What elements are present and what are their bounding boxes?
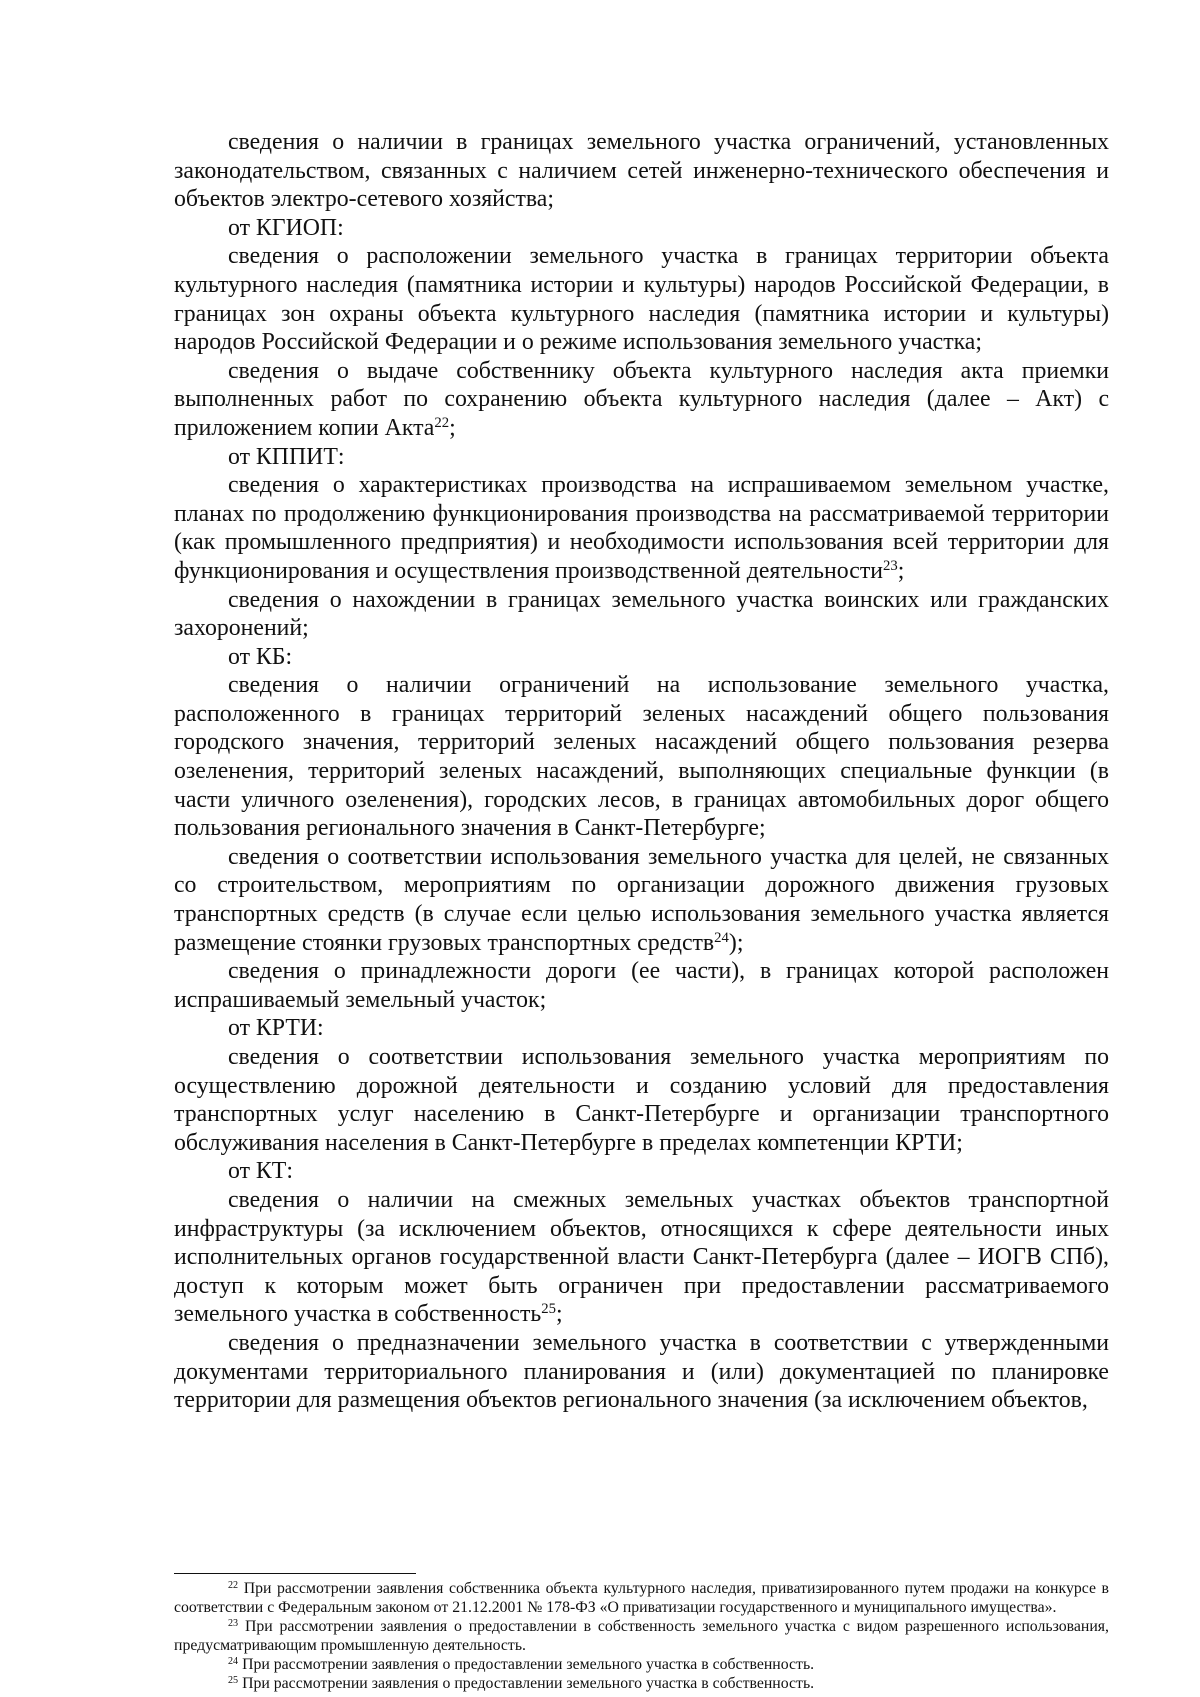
paragraph-source-heading: от КППИТ: — [228, 443, 345, 470]
footnote-ref: 24 — [714, 929, 729, 946]
paragraph: сведения о нахождении в границах земельного участка воинских или гражданских захоронений; — [174, 586, 1109, 642]
paragraph: сведения о соответствии использования земельного участка для целей, не связанных со строительством, мероприятиям по организации дорожного движения грузовых транспортных средств (в случае если целью использования земельного участка является размещение стоянки грузовых транспортных средств$^{24}$); — [174, 843, 1109, 956]
footnote: $^{22}$ При рассмотрении заявления собственника объекта культурного наследия, приватизированного путем продажи на конкурсе в соответствии с Федеральным законом от 21.12.2001 № 178-ФЗ «О приватизации государственного и муниципального имущества». — [174, 1579, 1109, 1616]
footnote-ref: 25 — [541, 1301, 556, 1318]
footnote: $^{25}$ При рассмотрении заявления о предоставлении земельного участка в собственность. — [228, 1674, 815, 1692]
paragraph-source-heading: от КГИОП: — [228, 214, 344, 241]
paragraph-source-heading: от КРТИ: — [228, 1015, 324, 1042]
footnote-ref: 22 — [434, 414, 450, 431]
paragraph: сведения о наличии ограничений на использование земельного участка, расположенного в границах территорий зеленых насаждений общего пользования городского значения, территорий зеленых насаждений общего пользования резерва озеленения, территорий зеленых насаждений, выполняющих специальные функции (в части уличного озеленения), городских лесов, в границах автомобильных дорог общего пользования регионального значения в Санкт-Петербурге; — [174, 672, 1109, 842]
paragraph: сведения о характеристиках производства на испрашиваемом земельном участке, планах по продолжению функционирования производства на рассматриваемой территории (как промышленного предприятия) и необходимости использования всей территории для функционирования и осуществления производственной деятельности$^{23}$; — [174, 472, 1109, 584]
footnote-ref: 23 — [882, 557, 898, 574]
paragraph: сведения о соответствии использования земельного участка мероприятиям по осуществлению дорожной деятельности и созданию условий для предоставления транспортных услуг населению в Санкт-Петербурге и организации транспортного обслуживания населения в Санкт-Петербурге в пределах компетенции КРТИ; — [174, 1044, 1109, 1156]
footnote: $^{23}$ При рассмотрении заявления о предоставлении в собственность земельного участка с видом разрешенного использования, предусматривающим промышленную деятельность. — [174, 1617, 1110, 1654]
footnote-number: 23 — [228, 1617, 239, 1629]
footnote-number: 22 — [228, 1579, 239, 1591]
paragraph: сведения о наличии в границах земельного участка ограничений, установленных законодательством, связанных с наличием сетей инженерно-технического обеспечения и объектов электро-сетевого хозяйства; — [174, 129, 1109, 213]
paragraph: сведения о выдаче собственнику объекта культурного наследия акта приемки выполненных работ по сохранению объекта культурного наследия (далее – Акт) с приложением копии Акта$^{22}$; — [174, 357, 1109, 441]
footnote: $^{24}$ При рассмотрении заявления о предоставлении земельного участка в собственность. — [228, 1655, 815, 1673]
main-text — [174, 128, 1109, 1415]
paragraph: сведения о расположении земельного участка в границах территории объекта культурного наследия (памятника истории и культуры) народов Российской Федерации, в границах зон охраны объекта культурного наследия (памятника истории и культуры) народов Российской Федерации и о режиме использования земельного участка; — [174, 243, 1109, 356]
footnote-divider — [174, 1573, 416, 1574]
footnote-number: 24 — [228, 1655, 239, 1667]
paragraph: сведения о принадлежности дороги (ее части), в границах которой расположен испрашиваемый земельный участок; — [174, 958, 1109, 1013]
paragraph: сведения о предназначении земельного участка в соответствии с утвержденными документами территориального планирования и (или) документацией по планировке территории для размещения объектов регионального значения (за исключением объектов, — [174, 1329, 1109, 1414]
paragraph-source-heading: от КТ: — [228, 1158, 293, 1185]
paragraph: сведения о наличии на смежных земельных участках объектов транспортной инфраструктуры (за исключением объектов, относящихся к сфере деятельности иных исполнительных органов государственной власти Санкт-Петербурга (далее – ИОГВ СПб), доступ к которым может быть ограничен при предоставлении рассматриваемого земельного участка в собственность$^{25}$; — [174, 1186, 1109, 1328]
paragraph-source-heading: от КБ: — [228, 643, 293, 670]
footnotes — [174, 1579, 1109, 1693]
footnote-number: 25 — [228, 1674, 239, 1686]
